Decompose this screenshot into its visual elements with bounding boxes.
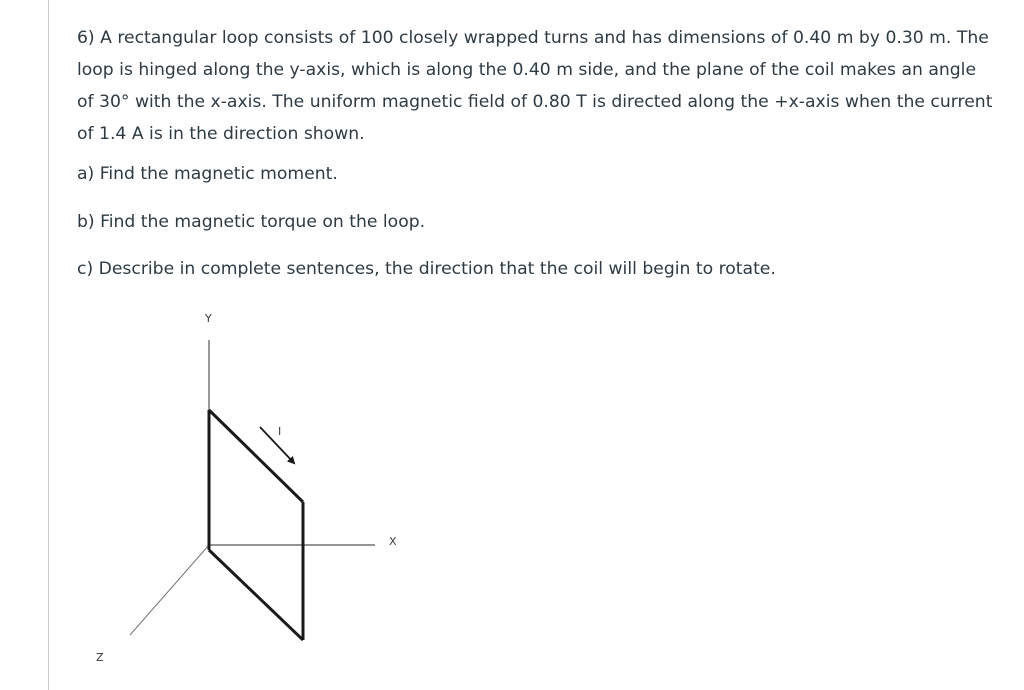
question-b: b) Find the magnetic torque on the loop. — [77, 211, 426, 232]
z-axis — [130, 545, 209, 635]
problem-content — [77, 22, 997, 305]
problem-statement: 6) A rectangular loop consists of 100 closely wrapped turns and has dimensions of 0.40 m by 0.30 m. The loop is hinged along the y-axis, which is along the 0.40 m side, and the plane of the coil makes an angle of 30° with the x-axis. The uniform magnetic field of 0.80 T is directed along the +x-axis when the current of 1.4 A is in the direction shown. — [77, 28, 993, 144]
question-a: a) Find the magnetic moment. — [77, 164, 338, 184]
question-c: c) Describe in complete sentences, the direction that the coil will begin to rotate. — [77, 259, 776, 279]
loop-diagram-svg — [70, 305, 430, 690]
z-axis-label: Z — [96, 651, 104, 664]
loop-diagram — [70, 305, 430, 690]
loop-top-side — [209, 410, 303, 502]
page-left-border — [48, 0, 49, 690]
y-axis-label: Y — [205, 312, 212, 325]
x-axis-label: X — [389, 535, 397, 548]
current-arrow — [260, 427, 294, 463]
current-label: I — [278, 425, 282, 438]
loop-bottom-side — [209, 550, 303, 640]
